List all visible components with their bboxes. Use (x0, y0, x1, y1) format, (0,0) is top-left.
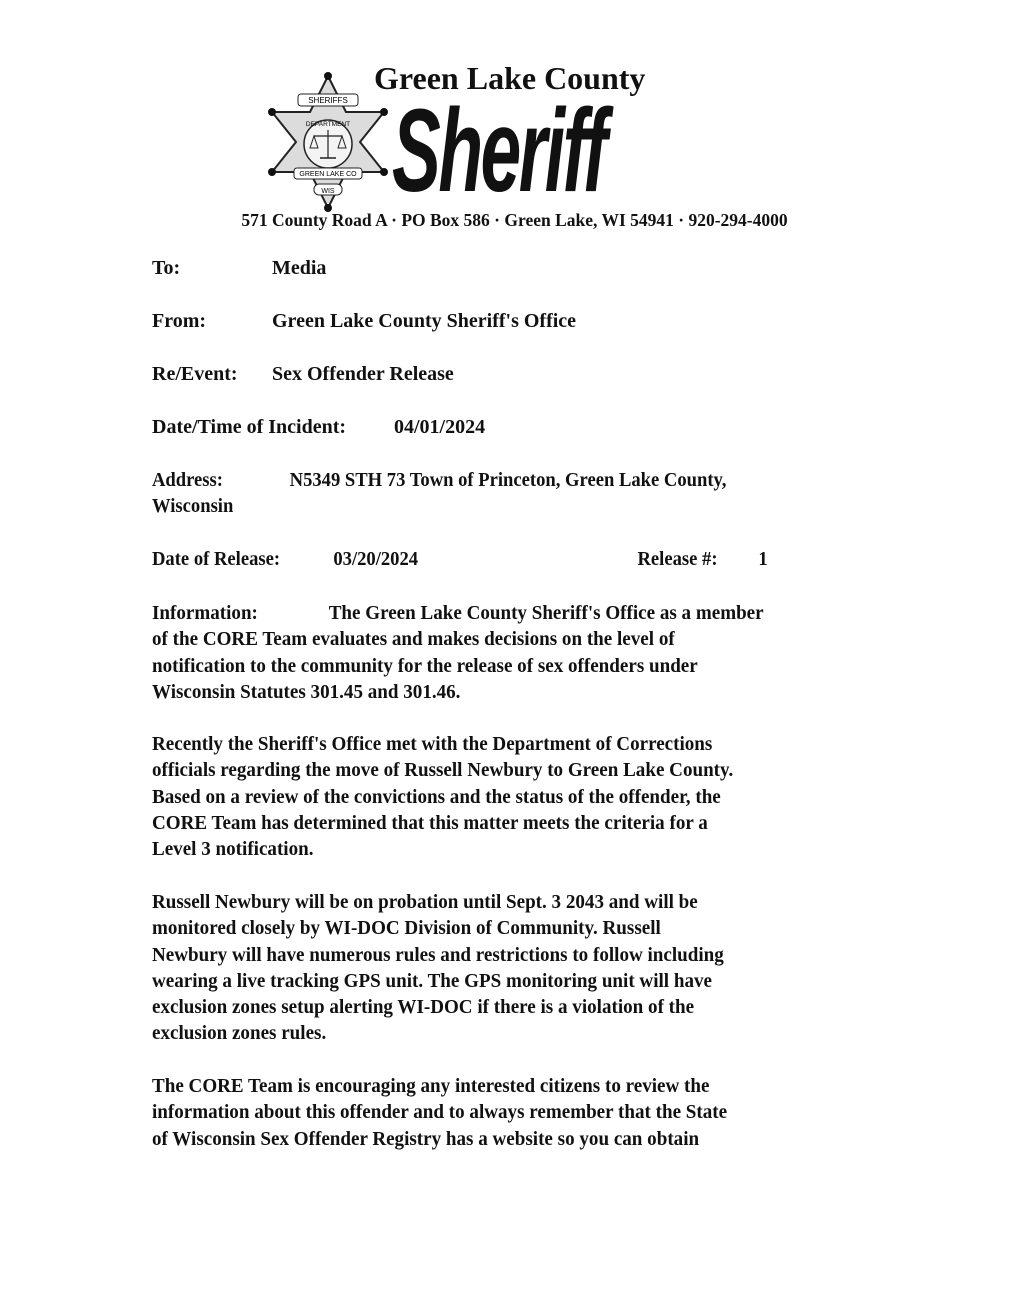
release-number-label: Release #: (637, 548, 718, 570)
paragraph-line: of Wisconsin Sex Offender Registry has a website so you can obtain (152, 1127, 700, 1150)
re-event-label: Re/Event: (152, 363, 238, 385)
paragraph-line: Newbury will have numerous rules and restrictions to follow including (152, 943, 724, 966)
paragraph-text: The Green Lake County Sheriff's Office as a member (328, 602, 764, 624)
release-date-value: 03/20/2024 (333, 548, 419, 570)
release-date-label: Date of Release: (152, 548, 281, 570)
registry-paragraph (152, 1073, 840, 1152)
information-label: Information: (152, 602, 258, 624)
paragraph-line: notification to the community for the release of sex offenders under (152, 654, 698, 677)
to-field (152, 257, 327, 280)
paragraph-line: exclusion zones rules. (152, 1022, 327, 1045)
badge-banner-bottom: GREEN LAKE CO (299, 171, 357, 178)
incident-date-label: Date/Time of Incident: (152, 416, 347, 438)
paragraph-line: information about this offender and to always remember that the State (152, 1101, 728, 1124)
paragraph-line: Recently the Sheriff's Office met with the Department of Corrections (152, 733, 713, 755)
incident-date-field (152, 416, 486, 439)
to-label: To: (152, 257, 181, 279)
paragraph-line: wearing a live tracking GPS unit. The GPS monitoring unit will have (152, 969, 712, 992)
paragraph-line: officials regarding the move of Russell Newbury to Green Lake County. (152, 759, 734, 782)
office-address-line: 571 County Road A · PO Box 586 · Green Lake, WI 54941 · 920-294-4000 (241, 210, 788, 230)
incident-date-value: 04/01/2024 (394, 416, 486, 438)
paragraph-line: monitored closely by WI-DOC Division of Community. Russell (152, 917, 661, 940)
letterhead (0, 0, 1029, 240)
to-value: Media (272, 257, 327, 279)
probation-paragraph (152, 889, 840, 1047)
paragraph-line: of the CORE Team evaluates and makes decisions on the level of (152, 628, 675, 651)
re-event-value: Sex Offender Release (272, 363, 454, 385)
from-label: From: (152, 310, 207, 332)
badge-banner-top: SHERIFFS (308, 96, 348, 105)
information-paragraph (152, 600, 840, 705)
sheriff-star-badge-icon (268, 72, 388, 212)
paragraph-line: Russell Newbury will be on probation until Sept. 3 2043 and will be (152, 891, 698, 913)
badge-banner-mid: DEPARTMENT (305, 121, 351, 128)
address-value-line1: N5349 STH 73 Town of Princeton, Green Lake County, (289, 469, 727, 491)
from-field (152, 310, 577, 333)
from-value: Green Lake County Sheriff's Office (272, 310, 577, 332)
paragraph-line: Wisconsin Statutes 301.45 and 301.46. (152, 680, 461, 703)
release-number-value: 1 (758, 548, 768, 570)
address-field (152, 469, 727, 517)
sheriff-wordmark: Sheriff (392, 85, 606, 217)
paragraph-line: CORE Team has determined that this matter meets the criteria for a (152, 811, 708, 834)
paragraph-line: exclusion zones setup alerting WI-DOC if there is a violation of the (152, 996, 695, 1019)
badge-tag: WIS (321, 188, 335, 195)
information-line (152, 600, 840, 626)
county-title: Green Lake County (374, 60, 646, 96)
paragraph-line: Based on a review of the convictions and the status of the offender, the (152, 785, 721, 808)
paragraph-line: Level 3 notification. (152, 838, 314, 861)
core-team-determination-paragraph (152, 731, 840, 862)
paragraph-line: The CORE Team is encouraging any interested citizens to review the (152, 1075, 710, 1097)
release-date-field (152, 548, 768, 571)
address-label: Address: (152, 469, 223, 491)
re-event-field (152, 363, 454, 386)
address-value-line2: Wisconsin (152, 495, 234, 517)
